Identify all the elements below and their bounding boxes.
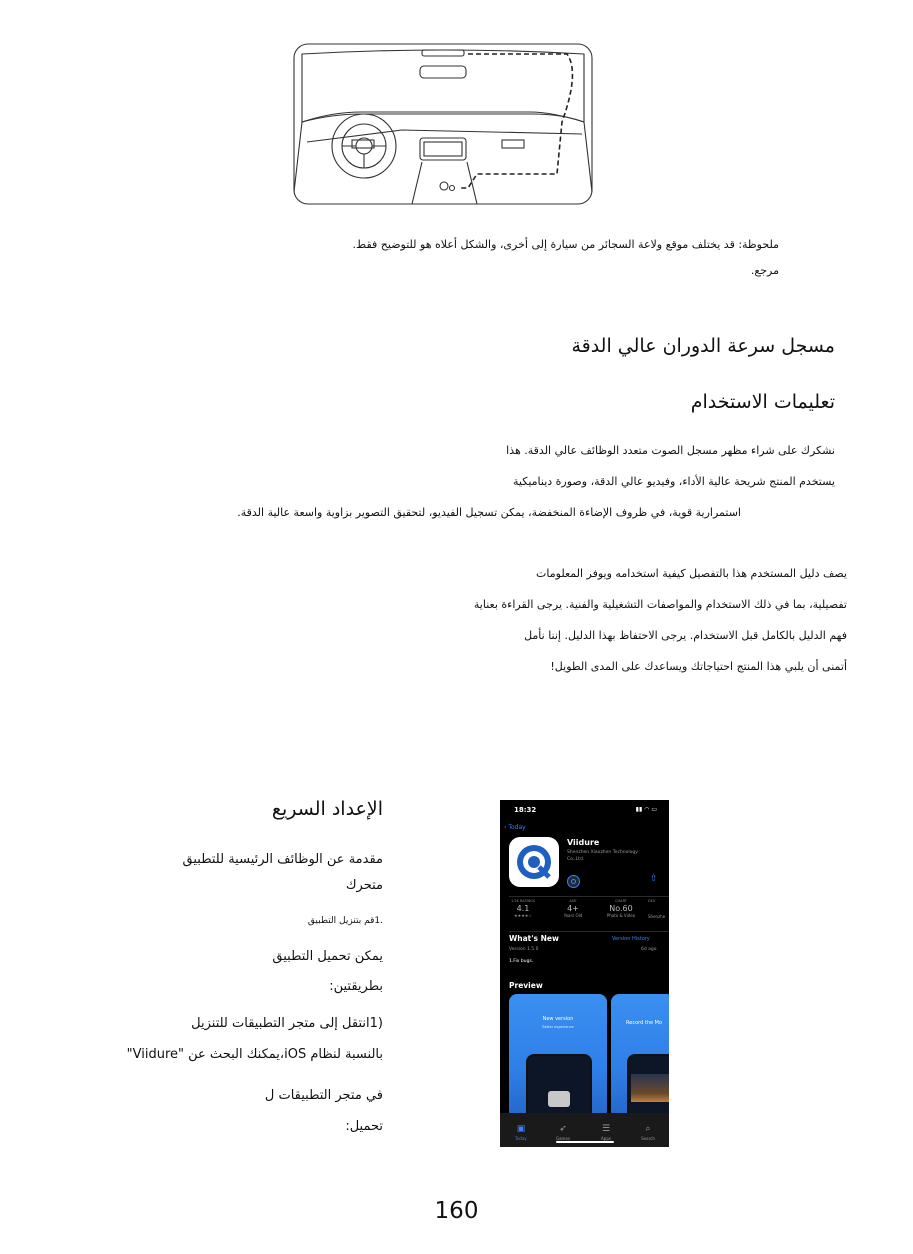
preview-card-1[interactable] — [509, 994, 607, 1119]
intro-line-3: استمرارية قوية، في ظروف الإضاءة المنخفضة، يمكن تسجيل الفيديو، لتحقيق التصوير بزاوية واسعة عالية الدقة. — [237, 506, 741, 519]
back-button[interactable] — [504, 824, 526, 831]
tab-games[interactable] — [546, 1116, 580, 1141]
app-name: Viidure — [567, 838, 600, 847]
quick-setup-intro-2: متحرك — [345, 878, 383, 893]
tab-today[interactable] — [504, 1116, 538, 1141]
step1-app-store: (1انتقل إلى متجر التطبيقات للتنزيل — [191, 1016, 383, 1031]
developer-sub: Shenzhe — [648, 914, 666, 919]
note-line-2: مرجع. — [750, 264, 779, 277]
step1-store-line: في متجر التطبيقات ل — [264, 1088, 383, 1103]
developer-cell — [648, 899, 669, 919]
preview-card-1-title: New version — [542, 1016, 574, 1022]
rocket-icon: ➶ — [559, 1124, 567, 1134]
preview-phone-mockup — [526, 1054, 592, 1119]
night-photo — [631, 1074, 669, 1102]
age-cell — [556, 899, 590, 918]
viidure-logo-icon — [509, 837, 559, 887]
status-time: 18:32 — [514, 806, 537, 814]
chart-header: CHART — [615, 899, 627, 903]
quick-setup-title: الإعداد السريع — [271, 798, 383, 820]
search-icon: ⌕ — [645, 1124, 651, 1134]
tab-search-label: Search — [641, 1136, 655, 1141]
status-icons: ▮▮ ◠ ▭ — [635, 806, 657, 813]
version-label: Version 1.5.0 — [509, 947, 539, 952]
preview-card-2[interactable] — [611, 994, 669, 1119]
tab-apps-label: Apps — [601, 1136, 611, 1141]
tab-apps[interactable] — [589, 1116, 623, 1141]
guide-line-1: يصف دليل المستخدم هذا بالتفصيل كيفية استخدامه ويوفر المعلومات — [536, 567, 847, 580]
chart-sub: Photo & Video — [606, 913, 636, 918]
download-button[interactable] — [567, 875, 580, 888]
guide-line-4: أتمنى أن يلبي هذا المنتج احتياجاتك ويساعدك على المدى الطويل! — [550, 660, 847, 673]
preview-card-1-sub: Better experience — [542, 1025, 574, 1029]
viidure-app-icon[interactable] — [509, 837, 559, 887]
release-notes: 1.Fix bugs. — [509, 959, 534, 964]
preview-heading: Preview — [509, 981, 543, 990]
rating-cell — [506, 899, 540, 918]
guide-line-3: فهم الدليل بالكامل قبل الاستخدام. يرجى الاحتفاظ بهذا الدليل. إننا نأمل — [524, 629, 847, 642]
developer-line-2: Co.,Ltd. — [567, 857, 585, 862]
download-methods-2: بطريقتين: — [329, 979, 383, 994]
intro-line-2: يستخدم المنتج شريحة عالية الأداء، وفيديو عالي الدقة، وصورة ديناميكية — [513, 475, 835, 488]
rating-value: 4.1 — [516, 904, 530, 913]
dashcam-image — [548, 1091, 570, 1107]
preview-phone-mockup-2 — [627, 1054, 669, 1119]
preview-card-2-title: Record the Mo — [626, 1020, 663, 1026]
rating-stars: ★★★★☆ — [514, 913, 532, 918]
age-header: AGE — [569, 899, 577, 903]
note-line-1: ملحوظة: قد يختلف موقع ولاعة السجائر من سيارة إلى أخرى، والشكل أعلاه هو للتوضيح فقط. — [352, 238, 779, 251]
whats-new-heading: What's New — [509, 934, 559, 943]
today-icon: ▣ — [516, 1124, 526, 1134]
tab-search[interactable] — [631, 1116, 665, 1141]
car-interior-illustration — [292, 42, 594, 206]
chart-value: No.60 — [609, 904, 633, 913]
developer-line-1: Shenzhen Xiaozhen Technology — [567, 850, 638, 855]
layers-icon: ☰ — [601, 1124, 611, 1134]
tab-games-label: Games — [556, 1136, 570, 1141]
age-value: 4+ — [567, 904, 579, 913]
home-indicator — [556, 1141, 614, 1143]
download-methods-1: يمكن تحميل التطبيق — [272, 949, 383, 964]
tab-bar — [500, 1113, 669, 1147]
intro-line-1: نشكرك على شراء مظهر مسجل الصوت متعدد الوظائف عالي الدقة. هذا — [506, 444, 835, 457]
page-number: 160 — [434, 1198, 479, 1224]
age-sub: Years Old — [563, 913, 583, 918]
step-download-app: .1قم بتنزيل التطبيق — [307, 916, 383, 926]
ratings-strip — [500, 899, 669, 931]
app-store-screenshot — [500, 800, 669, 1147]
back-label: Today — [508, 824, 526, 831]
developer-header: DEV — [648, 899, 656, 903]
cloud-download-icon — [571, 879, 576, 884]
step1-ios-search: بالنسبة لنظام iOS،يمكنك البحث عن "Viidure" — [126, 1047, 383, 1062]
share-icon[interactable]: ⇧ — [650, 874, 658, 884]
version-history-link[interactable]: Version History — [612, 936, 650, 942]
divider — [509, 896, 669, 897]
divider — [509, 931, 669, 932]
developer-icon — [648, 904, 669, 914]
guide-line-2: تفصيلية، بما في ذلك الاستخدام والمواصفات التشغيلية والفنية. يرجى القراءة بعناية — [473, 598, 847, 611]
step1-download-line: تحميل: — [345, 1119, 383, 1134]
chevron-left-icon: ‹ — [504, 824, 507, 831]
rating-header: 1.2K RATINGS — [510, 899, 536, 903]
tab-today-label: Today — [515, 1136, 527, 1141]
version-age: 6d ago — [641, 947, 657, 952]
chart-cell — [604, 899, 638, 918]
product-title: مسجل سرعة الدوران عالي الدقة — [571, 335, 835, 357]
instructions-title: تعليمات الاستخدام — [690, 391, 835, 413]
quick-setup-intro-1: مقدمة عن الوظائف الرئيسية للتطبيق — [182, 852, 383, 867]
